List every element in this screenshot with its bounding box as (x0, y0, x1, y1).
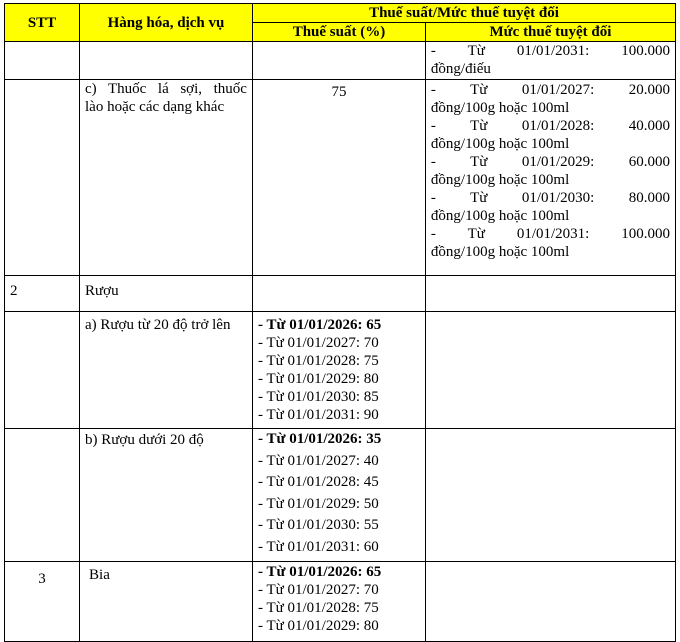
rate-line: - Từ 01/01/2029: 80 (257, 618, 379, 634)
abs-line: đồng/100g hoặc 100ml (430, 136, 570, 152)
cell-stt (5, 42, 80, 80)
cell-goods: Rượu (80, 276, 253, 312)
rate-line: - Từ 01/01/2027: 70 (257, 335, 379, 351)
cell-rate: 75 (252, 80, 425, 276)
goods-line: lào hoặc các dạng khác (85, 99, 225, 115)
abs-line: đồng/100g hoặc 100ml (430, 244, 570, 260)
abs-line: - Từ 01/01/2031: 100.000 (430, 226, 671, 242)
cell-rate (252, 312, 425, 429)
cell-rate (252, 42, 425, 80)
rate-line: - Từ 01/01/2029: 80 (257, 371, 379, 387)
cell-rate (252, 276, 425, 312)
cell-goods: Bia (80, 562, 253, 642)
rate-line: - Từ 01/01/2028: 75 (257, 353, 379, 369)
rate-line: - Từ 01/01/2026: 65 (257, 564, 382, 580)
abs-line: đồng/100g hoặc 100ml (430, 100, 570, 116)
rate-line: - Từ 01/01/2026: 65 (257, 317, 382, 333)
abs-line: - Từ 01/01/2028: 40.000 (430, 118, 671, 134)
cell-absolute (425, 276, 675, 312)
cell-goods: a) Rượu từ 20 độ trở lên (80, 312, 253, 429)
rate-line: - Từ 01/01/2028: 75 (257, 600, 379, 616)
cell-goods: b) Rượu dưới 20 độ (80, 429, 253, 562)
cell-stt (5, 429, 80, 562)
abs-line: đồng/điếu (430, 61, 491, 77)
header-group: Thuế suất/Mức thuế tuyệt đối (252, 4, 675, 23)
table-row (5, 80, 676, 276)
cell-absolute (425, 429, 675, 562)
cell-rate (252, 429, 425, 562)
cell-absolute (425, 80, 675, 276)
abs-line: - Từ 01/01/2027: 20.000 (430, 82, 671, 98)
rate-line: - Từ 01/01/2029: 50 (257, 495, 379, 512)
abs-line: - Từ 01/01/2030: 80.000 (430, 190, 671, 206)
cell-stt (5, 312, 80, 429)
header-rate: Thuế suất (%) (252, 23, 425, 42)
cell-absolute (425, 562, 675, 642)
abs-line: đồng/100g hoặc 100ml (430, 208, 570, 224)
tax-rate-table (4, 3, 676, 642)
cell-goods (80, 42, 253, 80)
abs-line: đồng/100g hoặc 100ml (430, 172, 570, 188)
table-row (5, 562, 676, 642)
abs-line: - Từ 01/01/2031: 100.000 (430, 43, 671, 59)
cell-stt (5, 80, 80, 276)
cell-goods (80, 80, 253, 276)
cell-stt: 2 (5, 276, 80, 312)
rate-line: - Từ 01/01/2028: 45 (257, 474, 379, 490)
rate-line: - Từ 01/01/2031: 90 (257, 407, 379, 423)
header-absolute: Mức thuế tuyệt đối (425, 23, 675, 42)
rate-line: - Từ 01/01/2030: 85 (257, 389, 379, 405)
cell-stt: 3 (5, 562, 80, 642)
goods-line: c) Thuốc lá sợi, thuốc (85, 81, 247, 97)
table-row (5, 276, 676, 312)
cell-absolute (425, 312, 675, 429)
table-row (5, 312, 676, 429)
rate-line: - Từ 01/01/2031: 60 (257, 538, 379, 555)
table-row (5, 429, 676, 562)
header-stt: STT (5, 4, 80, 42)
rate-line: - Từ 01/01/2026: 35 (257, 431, 382, 447)
header-goods: Hàng hóa, dịch vụ (80, 4, 253, 42)
abs-line: - Từ 01/01/2029: 60.000 (430, 154, 671, 170)
rate-line: - Từ 01/01/2027: 40 (257, 452, 379, 469)
table-row (5, 42, 676, 80)
cell-absolute (425, 42, 675, 80)
rate-line: - Từ 01/01/2027: 70 (257, 582, 379, 598)
rate-line: - Từ 01/01/2030: 55 (257, 517, 379, 533)
cell-rate (252, 562, 425, 642)
